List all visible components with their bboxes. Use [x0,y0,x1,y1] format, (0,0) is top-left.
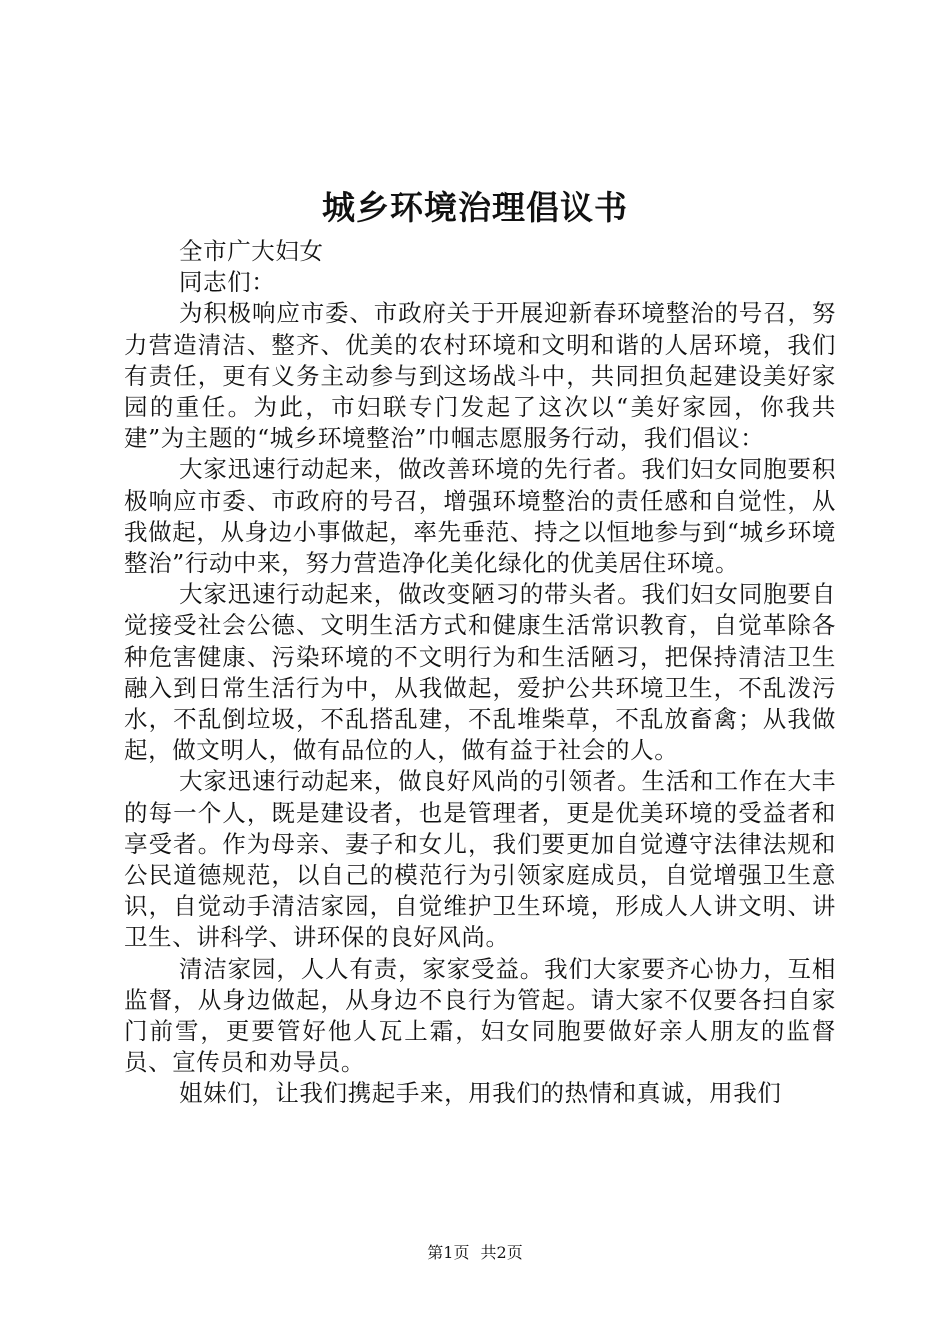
paragraph-5: 清洁家园，人人有责，家家受益。我们大家要齐心协力，互相监督，从身边做起，从身边不良行为管起。请大家不仅要各扫自家门前雪，更要管好他人瓦上霜，妇女同胞要做好亲人朋友的监督员、宣传员和劝导员。 [124,954,836,1077]
salutation-line-2: 同志们： [179,268,276,297]
paragraph-1: 为积极响应市委、市政府关于开展迎新春环境整治的号召，努力营造清洁、整齐、优美的农村环境和文明和谐的人居环境，我们有责任，更有义务主动参与到这场战斗中，共同担负起建设美好家园的重任。为此，市妇联专门发起了这次以“美好家园，你我共建”为主题的“城乡环境整治”巾帼志愿服务行动，我们倡议： [124,299,836,453]
paragraph-4: 大家迅速行动起来，做良好风尚的引领者。生活和工作在大丰的每一个人，既是建设者，也是管理者，更是优美环境的受益者和享受者。作为母亲、妻子和女儿，我们要更加自觉遵守法律法规和公民道德规范，以自己的模范行为引领家庭成员，自觉增强卫生意识，自觉动手清洁家园，自觉维护卫生环境，形成人人讲文明、讲卫生、讲科学、讲环保的良好风尚。 [124,767,836,952]
paragraph-3: 大家迅速行动起来，做改变陋习的带头者。我们妇女同胞要自觉接受社会公德、文明生活方式和健康生活常识教育，自觉革除各种危害健康、污染环境的不文明行为和生活陋习，把保持清洁卫生融入到日常生活行为中，从我做起，爱护公共环境卫生，不乱泼污水，不乱倒垃圾，不乱搭乱建，不乱堆柴草，不乱放畜禽；从我做起，做文明人，做有品位的人，做有益于社会的人。 [124,580,836,765]
document-body [124,236,836,1110]
salutation-line-1: 全市广大妇女 [179,237,324,265]
paragraph-6: 姐妹们，让我们携起手来，用我们的热情和真诚，用我们 [179,1079,782,1108]
document-title: 城乡环境治理倡议书 [322,188,628,227]
page-footer [0,1243,950,1263]
paragraph-2: 大家迅速行动起来，做改善环境的先行者。我们妇女同胞要积极响应市委、市政府的号召，增强环境整治的责任感和自觉性，从我做起，从身边小事做起，率先垂范、持之以恒地参与到“城乡环境整治”行动中来，努力营造净化美化绿化的优美居住环境。 [124,455,836,578]
page-total: 共2页 [480,1243,523,1262]
page-number: 第1页 [427,1243,470,1262]
